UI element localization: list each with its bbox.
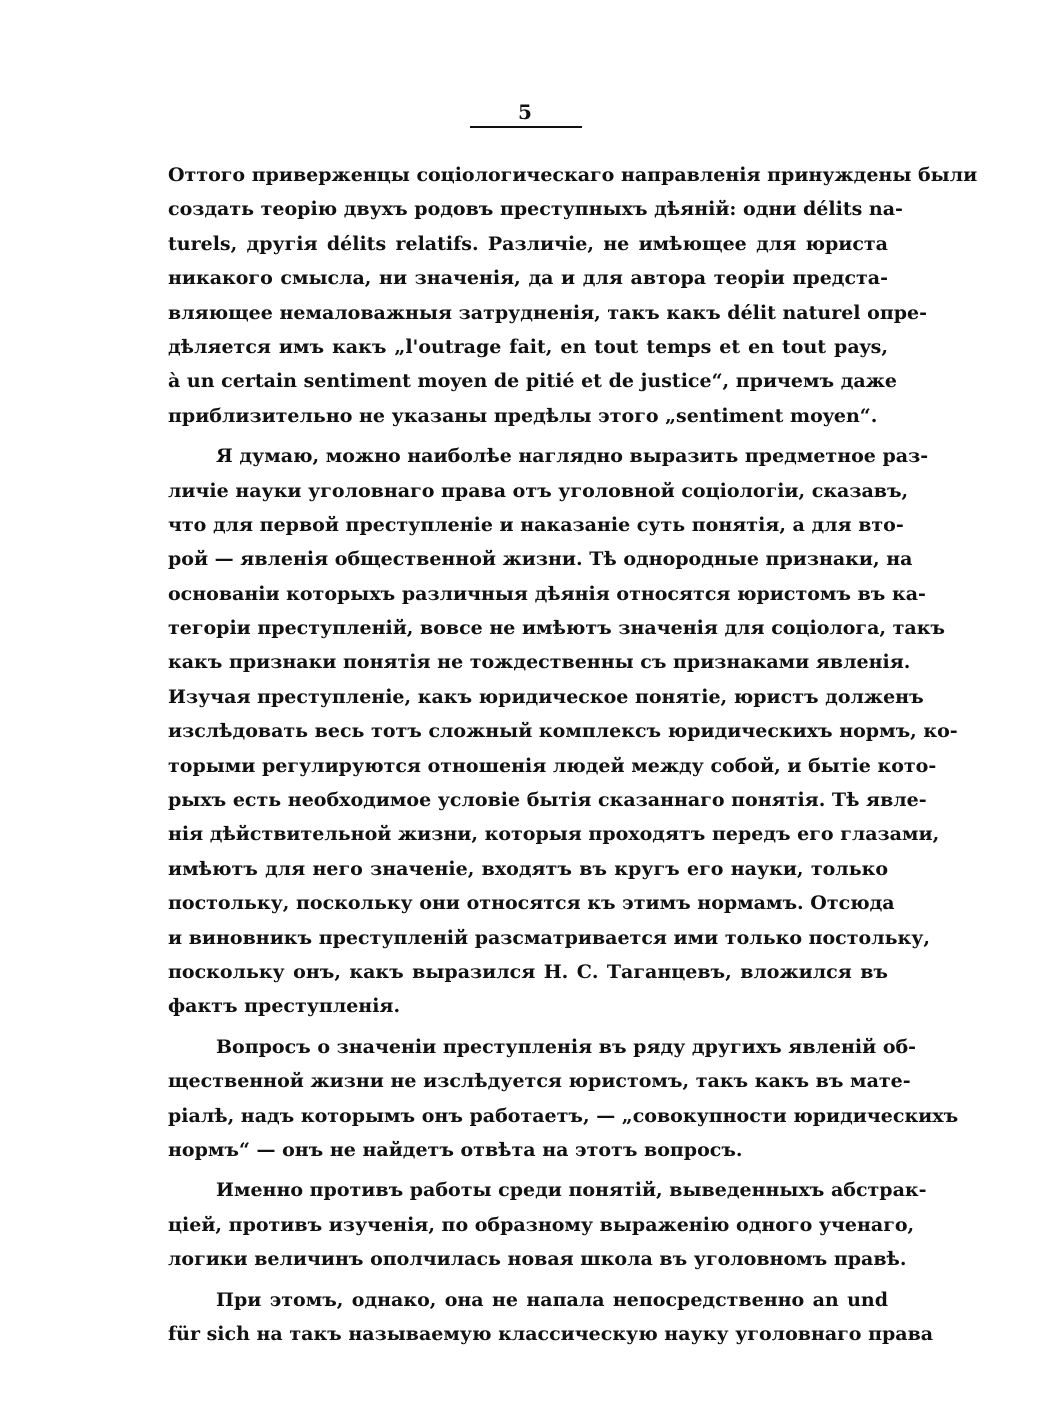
text-line: имѣютъ для него значеніе, входятъ въ кругъ его науки, только: [168, 857, 888, 880]
text-line: поскольку онъ, какъ выразился Н. С. Таганцевъ, вложился въ: [168, 960, 888, 983]
text-line: торыми регулируются отношенія людей между собой, и бытіе кото-: [168, 754, 937, 777]
text-line: тегоріи преступленій, вовсе не имѣютъ значенія для соціолога, такъ: [168, 617, 945, 640]
paragraph: [168, 158, 978, 433]
text-line: никакого смысла, ни значенія, да и для автора теоріи предста-: [168, 267, 888, 290]
text-line: Вопросъ о значеніи преступленія въ ряду другихъ явленій об-: [216, 1035, 917, 1058]
text-line: вляющее немаловажныя затрудненія, такъ какъ délit naturel опре-: [168, 301, 927, 324]
text-line: ціей, противъ изученія, по образному выраженію одного ученаго,: [168, 1213, 915, 1236]
text-line: рыхъ есть необходимое условіе бытія сказаннаго понятія. Тѣ явле-: [168, 789, 927, 812]
text-line: создать теорію двухъ родовъ преступныхъ дѣяній: одни délits na-: [168, 198, 903, 221]
paragraph: [168, 1173, 927, 1276]
text-line: щественной жизни не изслѣдуется юристомъ, такъ какъ въ мате-: [168, 1070, 911, 1093]
text-line: При этомъ, однако, она не напала непосредственно an und: [216, 1288, 888, 1311]
page-number: 5: [518, 100, 532, 124]
text-line: рой — явленія общественной жизни. Тѣ однородные признаки, на: [168, 548, 913, 571]
text-line: что для первой преступленіе и наказаніе суть понятія, а для вто-: [168, 513, 904, 536]
page-number-rule: [470, 126, 582, 128]
text-body: [168, 158, 978, 1351]
text-line: дѣляется имъ какъ „l'outrage fait, en tout temps et en tout pays,: [168, 335, 888, 358]
text-line: изслѣдовать весь тотъ сложный комплексъ юридическихъ нормъ, ко-: [168, 720, 958, 743]
text-line: и виновникъ преступленій разсматривается ими только постольку,: [168, 926, 930, 949]
text-line: à un certain sentiment moyen de pitié et de justice“, причемъ даже: [168, 370, 897, 393]
text-line: ріалѣ, надъ которымъ онъ работаетъ, — „совокупности юридическихъ: [168, 1104, 959, 1127]
paragraph: [168, 1283, 934, 1352]
text-line: нія дѣйствительной жизни, которыя проходятъ передъ его глазами,: [168, 823, 940, 846]
text-line: постольку, поскольку они относятся къ этимъ нормамъ. Отсюда: [168, 892, 895, 915]
text-line: für sich на такъ называемую классическую науку уголовнаго права: [168, 1322, 934, 1345]
text-line: Именно противъ работы среди понятій, выведенныхъ абстрак-: [216, 1179, 927, 1202]
paragraph: [168, 1030, 959, 1168]
text-line: turels, другія délits relatifs. Различіе, не имѣющее для юриста: [168, 232, 888, 255]
text-line: Изучая преступленіе, какъ юридическое понятіе, юристъ долженъ: [168, 685, 924, 708]
text-line: основаніи которыхъ различныя дѣянія относятся юристомъ въ ка-: [168, 582, 926, 605]
text-line: Я думаю, можно наиболѣе наглядно выразить предметное раз-: [216, 445, 929, 468]
text-line: логики величинъ ополчилась новая школа въ уголовномъ правѣ.: [168, 1248, 907, 1271]
paragraph: [168, 439, 958, 1024]
text-line: какъ признаки понятія не тождественны съ признаками явленія.: [168, 651, 911, 674]
text-line: приблизительно не указаны предѣлы этого „sentiment moyen“.: [168, 404, 878, 427]
text-line: нормъ“ — онъ не найдетъ отвѣта на этотъ вопросъ.: [168, 1138, 743, 1161]
text-line: фактъ преступленія.: [168, 995, 401, 1018]
text-line: Оттого приверженцы соціологическаго направленія принуждены были: [168, 164, 978, 186]
text-line: личіе науки уголовнаго права отъ уголовной соціологіи, сказавъ,: [168, 479, 909, 502]
